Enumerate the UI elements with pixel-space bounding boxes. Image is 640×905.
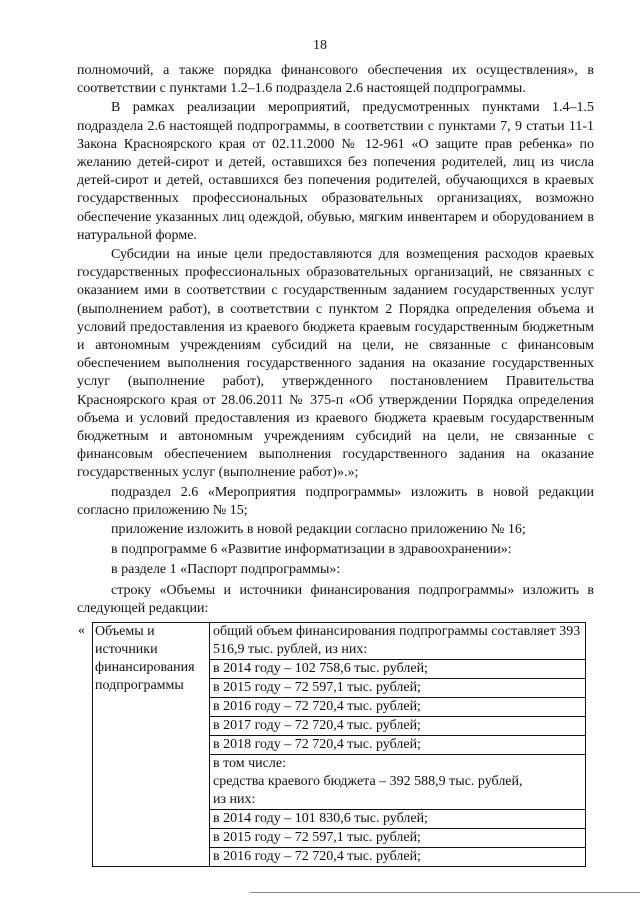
paragraph-row-edit: строку «Объемы и источники финансирования подпрограммы» изложить в следующей редакции: bbox=[77, 582, 594, 616]
paragraph-section-1: в разделе 1 «Паспорт подпрограммы»: bbox=[111, 562, 341, 578]
finance-line: в 2015 году – 72 597,1 тыс. рублей; bbox=[210, 679, 585, 698]
finance-line: в том числе: bbox=[213, 756, 286, 772]
finance-line: общий объем финансирования подпрограммы составляет 393 516,9 тыс. рублей, из них: bbox=[210, 623, 585, 660]
page-number: 18 bbox=[313, 38, 327, 53]
finance-table bbox=[92, 622, 586, 867]
paragraph-subsection-2-6: подраздел 2.6 «Мероприятия подпрограммы» изложить в новой редакции согласно приложению № 15; bbox=[77, 484, 594, 518]
finance-line: в 2018 году – 72 720,4 тыс. рублей; bbox=[210, 736, 585, 755]
paragraph-measures: В рамках реализации мероприятий, предусмотренных пунктами 1.4–1.5 подраздела 2.6 настоящей подпрограммы, в соответствии с пунктами 7, 9 статьи 11-1 Закона Красноярского края от 02.11.2000 № 12-961 «О защите прав ребенка» по желанию детей-сирот и детей, оставшихся без попечения родителей, лиц из числа детей-сирот и детей, оставшихся без попечения родителей, обучающихся в краевых государственных профессиональных образовательных организациях, возможно обеспечение указанных лиц одеждой, обувью, мягким инвентарем и оборудованием в натуральной форме. bbox=[77, 100, 594, 243]
finance-line: в 2017 году – 72 720,4 тыс. рублей; bbox=[210, 717, 585, 736]
scan-bottom-rule bbox=[250, 892, 640, 893]
table-right-cell bbox=[210, 623, 586, 867]
finance-line: в 2014 году – 101 830,6 тыс. рублей; bbox=[210, 810, 585, 829]
finance-line: в 2016 году – 72 720,4 тыс. рублей; bbox=[210, 698, 585, 717]
finance-line: в 2016 году – 72 720,4 тыс. рублей; bbox=[213, 849, 421, 865]
finance-table-wrapper bbox=[80, 622, 594, 867]
table-left-cell: Объемы и источники финансирования подпрограммы bbox=[93, 623, 210, 867]
finance-line: в 2014 году – 102 758,6 тыс. рублей; bbox=[210, 660, 585, 679]
paragraph-subsidies: Субсидии на иные цели предоставляются для возмещения расходов краевых государственных профессиональных образовательных организаций, не связанных с оказанием ими в соответствии с государственным заданием государственных услуг (выполнением работ), в соответствии с пунктом 2 Порядка определения объема и условий предоставления из краевого бюджета краевым государственным бюджетным и автономным учреждениям субсидий на цели, не связанные с финансовым обеспечением выполнения государственного задания на оказание государственных услуг (выполнение работ), утвержденного постановлением Правительства Красноярского края от 28.06.2011 № 375-п «Об утверждении Порядка определения объема и условий предоставления из краевого бюджета краевым государственным бюджетным и автономным учреждениям субсидий на цели, не связанные с финансовым обеспечением выполнения государственного задания на оказание государственных услуг (выполнение работ)».»; bbox=[77, 247, 594, 481]
open-quote: « bbox=[78, 623, 85, 639]
finance-line: из них: bbox=[210, 791, 585, 810]
table-row bbox=[93, 623, 586, 867]
finance-line: средства краевого бюджета – 392 588,9 тыс. рублей, bbox=[213, 774, 523, 790]
paragraph-subprogram-6: в подпрограмме 6 «Развитие информатизации в здравоохранении»: bbox=[111, 542, 512, 558]
paragraph-continuation: полномочий, а также порядка финансового обеспечения их осуществления», в соответствии с пунктами 1.2–1.6 подраздела 2.6 настоящей подпрограммы. bbox=[77, 63, 594, 97]
document-body bbox=[77, 62, 594, 867]
finance-line: в 2015 году – 72 597,1 тыс. рублей; bbox=[210, 829, 585, 848]
paragraph-appendix: приложение изложить в новой редакции согласно приложению № 16; bbox=[111, 522, 526, 538]
